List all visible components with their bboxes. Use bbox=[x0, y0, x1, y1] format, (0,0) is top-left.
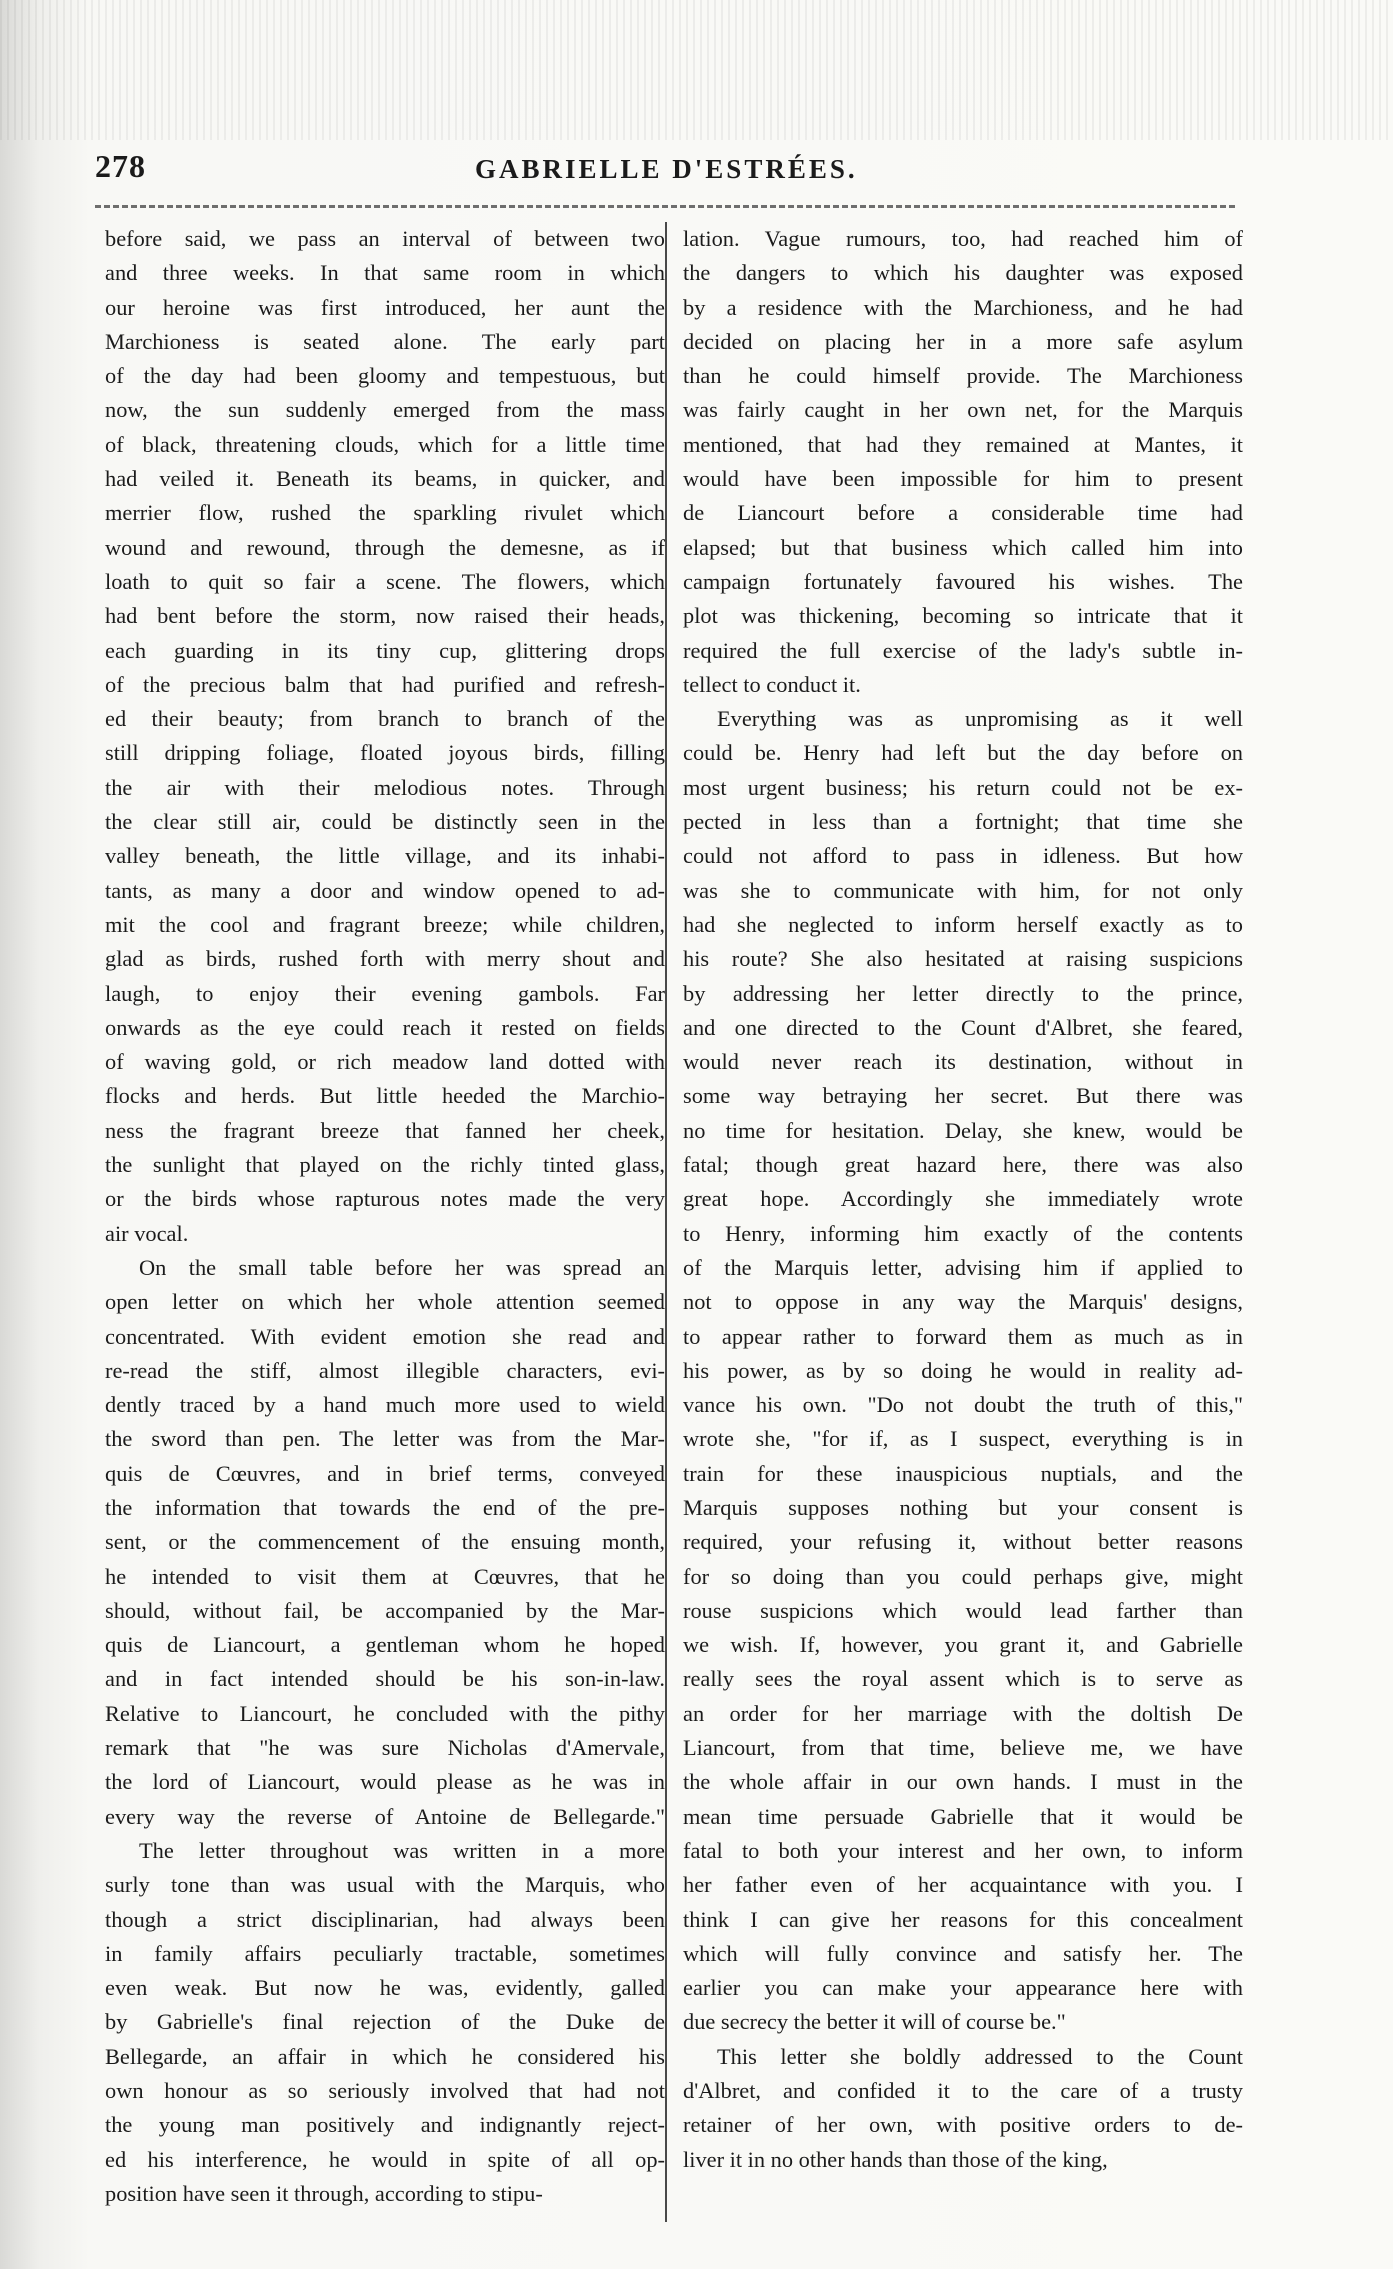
text-line: lation. Vague rumours, too, had reached him of bbox=[683, 226, 1243, 251]
text-line: required, your refusing it, without better reasons bbox=[683, 1529, 1243, 1555]
text-line: wrote she, "for if, as I suspect, everything is in bbox=[683, 1426, 1243, 1452]
scan-noise bbox=[0, 0, 1393, 140]
text-line: no time for hesitation. Delay, she knew, would be bbox=[683, 1117, 1243, 1143]
text-line: Marchioness is seated alone. The early part bbox=[105, 328, 665, 354]
text-line: elapsed; but that business which called him into bbox=[683, 534, 1243, 560]
text-line: flocks and herds. But little heeded the Marchio- bbox=[105, 1083, 665, 1109]
text-line: his route? She also hesitated at raising suspicions bbox=[683, 946, 1243, 972]
text-line: could not afford to pass in idleness. But how bbox=[683, 843, 1243, 869]
text-line: the sword than pen. The letter was from the Mar- bbox=[105, 1426, 665, 1452]
text-line: which will fully convince and satisfy her. The bbox=[683, 1940, 1243, 1966]
right-column bbox=[683, 222, 1243, 2177]
text-line: our heroine was first introduced, her aunt the bbox=[105, 294, 665, 320]
text-line: Liancourt, from that time, believe me, we have bbox=[683, 1735, 1243, 1761]
text-line: was she to communicate with him, for not only bbox=[683, 877, 1243, 903]
text-line: concentrated. With evident emotion she read and bbox=[105, 1323, 665, 1349]
text-line: quis de Liancourt, a gentleman whom he hoped bbox=[105, 1632, 665, 1658]
header-rule bbox=[95, 205, 1235, 208]
text-line: would never reach its destination, without in bbox=[683, 1049, 1243, 1075]
text-line: think I can give her reasons for this concealment bbox=[683, 1906, 1243, 1932]
text-line: in family affairs peculiarly tractable, sometimes bbox=[105, 1940, 665, 1966]
text-line: really sees the royal assent which is to serve as bbox=[683, 1666, 1243, 1692]
text-line: by Gabrielle's final rejection of the Duke de bbox=[105, 2009, 665, 2035]
text-line: for so doing than you could perhaps give, might bbox=[683, 1563, 1243, 1589]
text-line: to appear rather to forward them as much as in bbox=[683, 1323, 1243, 1349]
text-line: the dangers to which his daughter was exposed bbox=[683, 260, 1243, 286]
text-line: his power, as by so doing he would in reality ad- bbox=[683, 1357, 1243, 1383]
page-header bbox=[95, 148, 1235, 188]
text-line: The letter throughout was written in a more bbox=[139, 1837, 665, 1863]
text-line: and one directed to the Count d'Albret, she feared, bbox=[683, 1014, 1243, 1040]
text-line: most urgent business; his return could not be ex- bbox=[683, 774, 1243, 800]
text-line: though a strict disciplinarian, had always been bbox=[105, 1906, 665, 1932]
text-line: quis de Cœuvres, and in brief terms, conveyed bbox=[105, 1460, 665, 1486]
text-line: fatal; though great hazard here, there was also bbox=[683, 1152, 1243, 1178]
text-line: mean time persuade Gabrielle that it would be bbox=[683, 1803, 1243, 1829]
text-line: of waving gold, or rich meadow land dotted with bbox=[105, 1049, 665, 1075]
text-line: plot was thickening, becoming so intricate that it bbox=[683, 603, 1243, 629]
text-line: the whole affair in our own hands. I must in the bbox=[683, 1769, 1243, 1795]
text-line: or the birds whose rapturous notes made the very bbox=[105, 1186, 665, 1212]
text-line: sent, or the commencement of the ensuing month, bbox=[105, 1529, 665, 1555]
text-line: and three weeks. In that same room in which bbox=[105, 260, 665, 286]
text-line: On the small table before her was spread an bbox=[139, 1254, 665, 1280]
text-line: liver it in no other hands than those of the king, bbox=[683, 2146, 1108, 2172]
text-line: mentioned, that had they remained at Mantes, it bbox=[683, 431, 1243, 457]
text-line: and in fact intended should be his son-in-law. bbox=[105, 1666, 665, 1692]
text-line: would have been impossible for him to present bbox=[683, 466, 1243, 492]
text-line: had bent before the storm, now raised their heads, bbox=[105, 603, 665, 629]
text-line: of the Marquis letter, advising him if applied to bbox=[683, 1254, 1243, 1280]
text-line: had she neglected to inform herself exactly as to bbox=[683, 911, 1243, 937]
text-line: we wish. If, however, you grant it, and Gabrielle bbox=[683, 1632, 1243, 1658]
text-line: Bellegarde, an affair in which he considered his bbox=[105, 2043, 665, 2069]
page-number: 278 bbox=[95, 148, 146, 184]
text-line: own honour as so seriously involved that had not bbox=[105, 2078, 665, 2104]
text-line: could be. Henry had left but the day before on bbox=[683, 740, 1243, 766]
text-line: every way the reverse of Antoine de Bellegarde." bbox=[105, 1803, 665, 1829]
text-line: the air with their melodious notes. Through bbox=[105, 774, 665, 800]
text-line: re-read the stiff, almost illegible characters, evi- bbox=[105, 1357, 665, 1383]
text-line: her father even of her acquaintance with you. I bbox=[683, 1872, 1243, 1898]
text-line: not to oppose in any way the Marquis' designs, bbox=[683, 1289, 1243, 1315]
text-line: of the precious balm that had purified and refresh- bbox=[105, 671, 665, 697]
text-line: great hope. Accordingly she immediately wrote bbox=[683, 1186, 1243, 1212]
text-line: dently traced by a hand much more used to wield bbox=[105, 1392, 665, 1418]
text-line: d'Albret, and confided it to the care of a trusty bbox=[683, 2078, 1243, 2104]
text-line: wound and rewound, through the demesne, as if bbox=[105, 534, 665, 560]
text-line: the information that towards the end of the pre- bbox=[105, 1494, 665, 1520]
text-line: the clear still air, could be distinctly seen in the bbox=[105, 809, 665, 835]
text-line: earlier you can make your appearance here with bbox=[683, 1975, 1243, 2001]
text-line: valley beneath, the little village, and its inhabi- bbox=[105, 843, 665, 869]
text-line: he intended to visit them at Cœuvres, that he bbox=[105, 1563, 665, 1589]
text-line: even weak. But now he was, evidently, galled bbox=[105, 1975, 665, 2001]
text-line: mit the cool and fragrant breeze; while children, bbox=[105, 911, 665, 937]
text-line: now, the sun suddenly emerged from the mass bbox=[105, 397, 665, 423]
text-line: pected in less than a fortnight; that time she bbox=[683, 809, 1243, 835]
text-line: should, without fail, be accompanied by the Mar- bbox=[105, 1597, 665, 1623]
text-line: by addressing her letter directly to the prince, bbox=[683, 980, 1243, 1006]
text-line: vance his own. "Do not doubt the truth of this," bbox=[683, 1392, 1243, 1418]
text-line: air vocal. bbox=[105, 1220, 189, 1246]
text-line: the lord of Liancourt, would please as he was in bbox=[105, 1769, 665, 1795]
text-line: of black, threatening clouds, which for a little time bbox=[105, 431, 665, 457]
text-line: an order for her marriage with the doltish De bbox=[683, 1700, 1243, 1726]
text-line: surly tone than was usual with the Marquis, who bbox=[105, 1872, 665, 1898]
text-line: by a residence with the Marchioness, and he had bbox=[683, 294, 1243, 320]
text-line: was fairly caught in her own net, for the Marquis bbox=[683, 397, 1243, 423]
text-line: tellect to conduct it. bbox=[683, 671, 861, 697]
text-line: merrier flow, rushed the sparkling rivulet which bbox=[105, 500, 665, 526]
text-line: Relative to Liancourt, he concluded with the pithy bbox=[105, 1700, 665, 1726]
text-line: had veiled it. Beneath its beams, in quicker, and bbox=[105, 466, 665, 492]
text-line: required the full exercise of the lady's subtle in- bbox=[683, 637, 1243, 663]
column-divider bbox=[665, 222, 667, 2222]
text-line: the sunlight that played on the richly tinted glass, bbox=[105, 1152, 665, 1178]
text-line: de Liancourt before a considerable time had bbox=[683, 500, 1243, 526]
text-line: ed his interference, he would in spite of all op- bbox=[105, 2146, 665, 2172]
text-line: before said, we pass an interval of between two bbox=[105, 226, 665, 251]
text-line: open letter on which her whole attention seemed bbox=[105, 1289, 665, 1315]
text-line: some way betraying her secret. But there was bbox=[683, 1083, 1243, 1109]
text-line: than he could himself provide. The Marchioness bbox=[683, 363, 1243, 389]
text-line: of the day had been gloomy and tempestuous, but bbox=[105, 363, 665, 389]
text-line: Everything was as unpromising as it well bbox=[717, 706, 1243, 732]
text-line: campaign fortunately favoured his wishes. The bbox=[683, 568, 1243, 594]
text-line: the young man positively and indignantly reject- bbox=[105, 2112, 665, 2138]
left-column bbox=[105, 222, 665, 2211]
text-line: loath to quit so fair a scene. The flowers, which bbox=[105, 568, 665, 594]
text-line: remark that "he was sure Nicholas d'Amervale, bbox=[105, 1735, 665, 1761]
text-line: ed their beauty; from branch to branch of the bbox=[105, 706, 665, 732]
text-line: retainer of her own, with positive orders to de- bbox=[683, 2112, 1243, 2138]
text-line: ness the fragrant breeze that fanned her cheek, bbox=[105, 1117, 665, 1143]
text-line: each guarding in its tiny cup, glittering drops bbox=[105, 637, 665, 663]
text-line: due secrecy the better it will of course be." bbox=[683, 2009, 1066, 2035]
text-line: glad as birds, rushed forth with merry shout and bbox=[105, 946, 665, 972]
text-line: laugh, to enjoy their evening gambols. Far bbox=[105, 980, 665, 1006]
text-line: tants, as many a door and window opened to ad- bbox=[105, 877, 665, 903]
text-line: decided on placing her in a more safe asylum bbox=[683, 328, 1243, 354]
running-head: GABRIELLE D'ESTRÉES. bbox=[475, 154, 858, 184]
text-line: still dripping foliage, floated joyous birds, filling bbox=[105, 740, 665, 766]
text-line: This letter she boldly addressed to the Count bbox=[717, 2043, 1243, 2069]
text-line: rouse suspicions which would lead farther than bbox=[683, 1597, 1243, 1623]
text-line: train for these inauspicious nuptials, and the bbox=[683, 1460, 1243, 1486]
text-line: position have seen it through, according to stipu- bbox=[105, 2180, 543, 2206]
text-line: Marquis supposes nothing but your consent is bbox=[683, 1494, 1243, 1520]
text-line: fatal to both your interest and her own, to inform bbox=[683, 1837, 1243, 1863]
text-line: to Henry, informing him exactly of the contents bbox=[683, 1220, 1243, 1246]
text-line: onwards as the eye could reach it rested on fields bbox=[105, 1014, 665, 1040]
